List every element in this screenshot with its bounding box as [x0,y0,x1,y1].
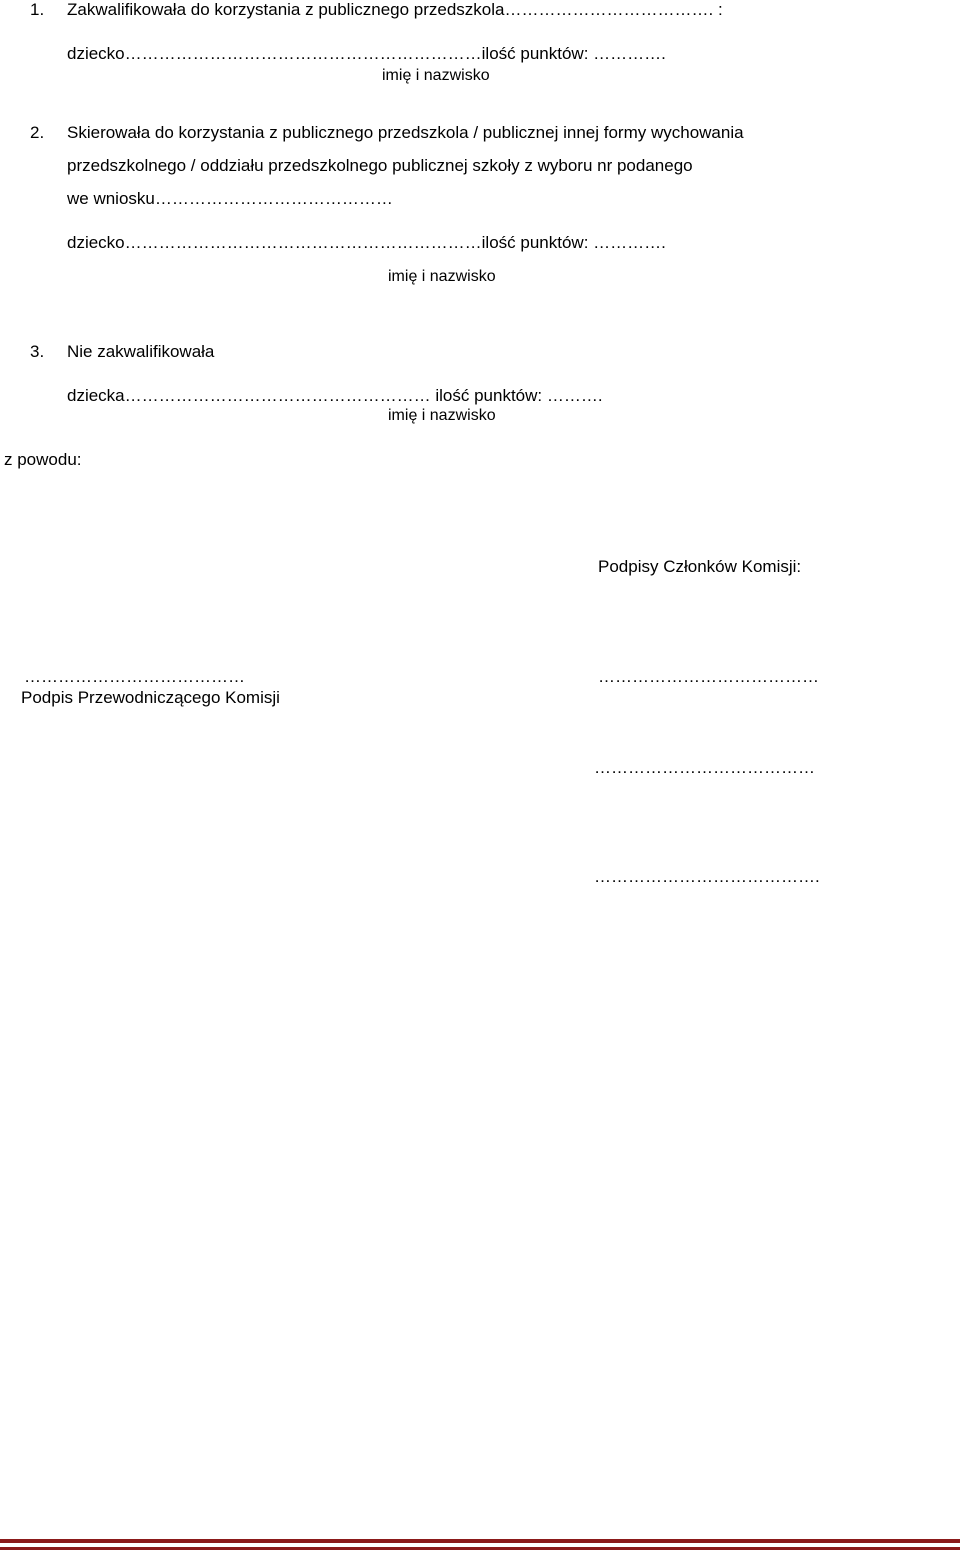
footer-rule-top [0,1539,960,1543]
section-3-child-line: dziecka……………………………………………… ilość punktów: ………. [67,386,603,405]
section-2-line-2: przedszkolnego / oddziału przedszkolnego publicznej szkoły z wyboru nr podanego [67,156,693,175]
reason-label: z powodu: [4,450,82,469]
section-1-number: 1. [30,0,45,19]
section-2-caption: imię i nazwisko [388,268,496,285]
section-1-text: Zakwalifikowała do korzystania z publicznego przedszkola………………………………. : [67,0,723,19]
section-2-line-1: Skierowała do korzystania z publicznego przedszkola / publicznej innej formy wychowania [67,123,744,142]
member-signature-dots-3: …………………………………. [594,867,820,886]
footer-rule-bottom [0,1547,960,1550]
chair-signature-label: Podpis Przewodniczącego Komisji [21,688,280,707]
section-2-number: 2. [30,123,45,142]
chair-signature-dots: ………………………………… [24,667,245,686]
members-signature-heading: Podpisy Członków Komisji: [598,557,802,576]
member-signature-dots-2: ………………………………… [594,758,815,777]
section-2-child-line: dziecko………………………………………………………ilość punktów: …………. [67,233,666,252]
section-2-line-3: we wniosku…………………………………… [67,189,393,208]
section-3-text: Nie zakwalifikowała [67,342,215,361]
section-3-caption: imię i nazwisko [388,407,496,424]
section-1-child-line: dziecko………………………………………………………ilość punktów: …………. [67,44,666,63]
member-signature-dots-1: ………………………………… [598,667,819,686]
section-1-caption: imię i nazwisko [382,67,490,84]
section-3-number: 3. [30,342,45,361]
